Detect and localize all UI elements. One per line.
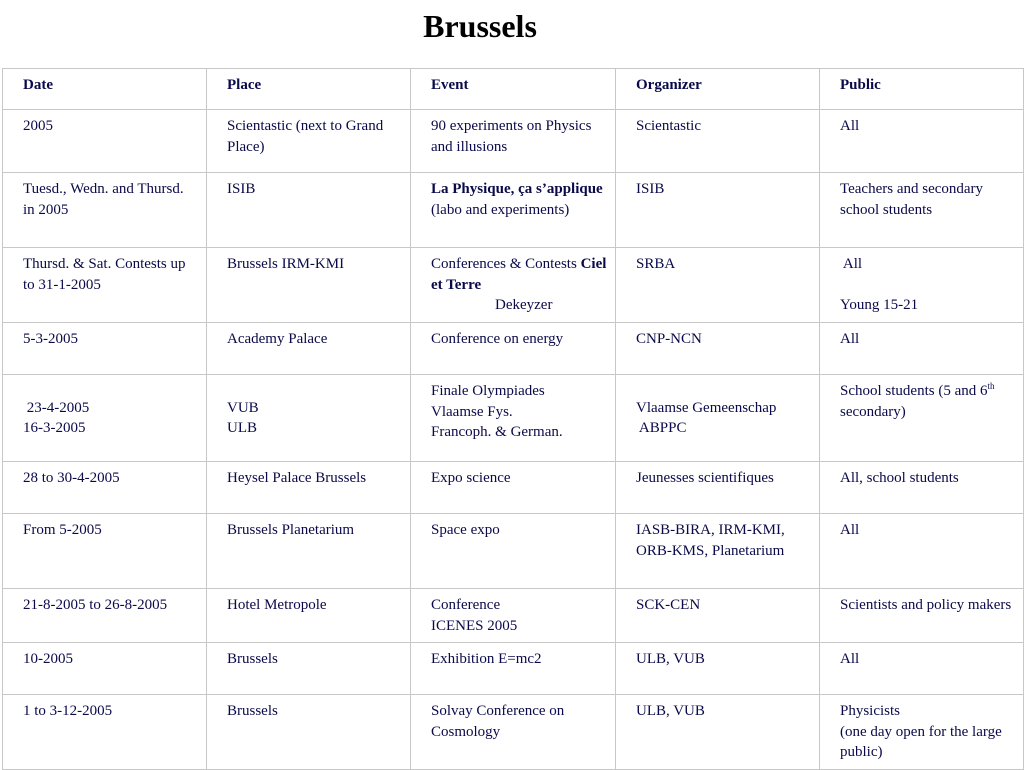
table-row — [3, 514, 1024, 589]
cell-public: Scientists and policy makers — [820, 589, 1024, 643]
organizer-line-1: Vlaamse Gemeenschap — [636, 399, 777, 416]
cell-date: Tuesd., Wedn. and Thursd. in 2005 — [3, 173, 207, 248]
cell-date — [3, 375, 207, 462]
cell-date: 1 to 3-12-2005 — [3, 695, 207, 770]
header-event: Event — [411, 69, 616, 110]
cell-date: 10-2005 — [3, 643, 207, 695]
table-row — [3, 589, 1024, 643]
date-line-1: 23-4-2005 — [23, 399, 90, 416]
cell-place: ISIB — [207, 173, 411, 248]
table-row — [3, 375, 1024, 462]
cell-organizer: ULB, VUB — [616, 695, 820, 770]
header-organizer: Organizer — [616, 69, 820, 110]
public-line-1: Physicists — [840, 703, 901, 719]
cell-public: All — [820, 323, 1024, 375]
table-row — [3, 462, 1024, 514]
cell-public — [820, 248, 1024, 323]
event-detail: (labo and experiments) — [431, 201, 570, 218]
public-text-pre: School students (5 and 6 — [840, 383, 988, 399]
cell-organizer: ISIB — [616, 173, 820, 248]
public-line-2: Young 15-21 — [840, 296, 919, 313]
event-line-1: Conference — [431, 597, 501, 613]
table-row — [3, 695, 1024, 770]
cell-place: Brussels — [207, 643, 411, 695]
table-header-row — [3, 69, 1024, 110]
public-line-2: (one day open for the large public) — [840, 723, 1002, 760]
cell-public — [820, 375, 1024, 462]
public-spacer — [840, 275, 1015, 295]
place-line-2: ULB — [227, 420, 257, 436]
organizer-line-2: ABPPC — [636, 420, 687, 436]
cell-date: 2005 — [3, 110, 207, 173]
cell-date: From 5-2005 — [3, 514, 207, 589]
cell-event: 90 experiments on Physics and illusions — [411, 110, 616, 173]
place-line-1: VUB — [227, 399, 259, 416]
cell-public: All — [820, 514, 1024, 589]
cell-place: Heysel Palace Brussels — [207, 462, 411, 514]
cell-date: Thursd. & Sat. Contests up to 31-1-2005 — [3, 248, 207, 323]
cell-public: All, school students — [820, 462, 1024, 514]
event-line-1: Finale Olympiades — [431, 383, 545, 399]
cell-event — [411, 589, 616, 643]
cell-public: Teachers and secondary school students — [820, 173, 1024, 248]
cell-date: 28 to 30-4-2005 — [3, 462, 207, 514]
cell-place — [207, 375, 411, 462]
cell-organizer: SRBA — [616, 248, 820, 323]
page-title: Brussels — [423, 8, 537, 44]
cell-event: Space expo — [411, 514, 616, 589]
event-detail: Dekeyzer — [495, 297, 553, 313]
public-text-post: secondary) — [840, 403, 906, 420]
cell-organizer: Scientastic — [616, 110, 820, 173]
cell-place: Brussels Planetarium — [207, 514, 411, 589]
event-line-2: ICENES 2005 — [431, 617, 518, 634]
cell-public: All — [820, 110, 1024, 173]
cell-date: 21-8-2005 to 26-8-2005 — [3, 589, 207, 643]
event-title-bold: La Physique, ça s’applique — [431, 181, 603, 197]
table-row — [3, 110, 1024, 173]
public-line-1: All — [840, 256, 863, 272]
cell-organizer — [616, 375, 820, 462]
cell-organizer: ULB, VUB — [616, 643, 820, 695]
cell-place: Brussels — [207, 695, 411, 770]
events-table — [2, 68, 1024, 770]
cell-organizer: CNP-NCN — [616, 323, 820, 375]
header-public: Public — [820, 69, 1024, 110]
table-row — [3, 323, 1024, 375]
cell-organizer: Jeunesses scientifiques — [616, 462, 820, 514]
cell-event: Exhibition E=mc2 — [411, 643, 616, 695]
table-row — [3, 173, 1024, 248]
cell-event — [411, 173, 616, 248]
cell-event: Expo science — [411, 462, 616, 514]
cell-place: Brussels IRM-KMI — [207, 248, 411, 323]
header-date: Date — [3, 69, 207, 110]
event-line-2: Vlaamse Fys. — [431, 403, 513, 420]
cell-event: Conference on energy — [411, 323, 616, 375]
cell-place: Hotel Metropole — [207, 589, 411, 643]
table-row — [3, 248, 1024, 323]
cell-organizer: IASB-BIRA, IRM-KMI, ORB-KMS, Planetarium — [616, 514, 820, 589]
cell-organizer: SCK-CEN — [616, 589, 820, 643]
public-superscript: th — [987, 381, 995, 391]
table-row — [3, 643, 1024, 695]
cell-public — [820, 695, 1024, 770]
header-place: Place — [207, 69, 411, 110]
event-prefix: Conferences & Contests — [431, 256, 581, 272]
cell-place: Academy Palace — [207, 323, 411, 375]
cell-public: All — [820, 643, 1024, 695]
cell-event: Solvay Conference on Cosmology — [411, 695, 616, 770]
cell-event — [411, 375, 616, 462]
cell-event — [411, 248, 616, 323]
date-line-2: 16-3-2005 — [23, 420, 86, 436]
cell-place: Scientastic (next to Grand Place) — [207, 110, 411, 173]
event-title-bold: Ciel et Terre — [431, 256, 607, 293]
cell-date: 5-3-2005 — [3, 323, 207, 375]
event-line-3: Francoph. & German. — [431, 424, 563, 440]
